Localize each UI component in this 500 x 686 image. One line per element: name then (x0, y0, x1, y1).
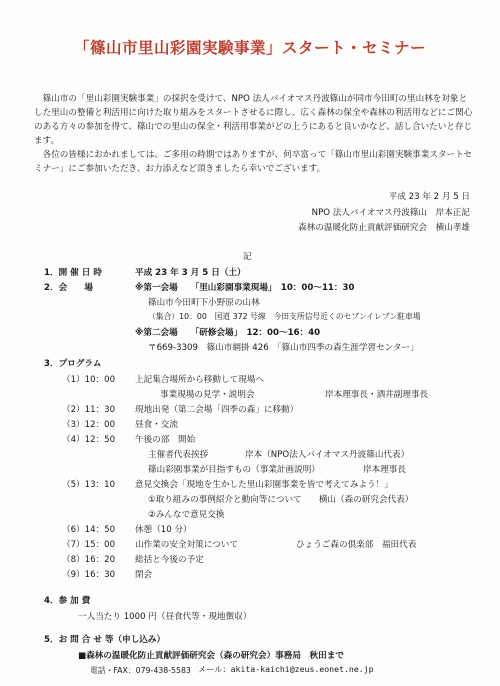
contact-email[interactable]: メール：akita-kaichi@zeus.eonet.ne.jp (198, 664, 374, 674)
section-1-value: 平成 23 年 3 月 5 日（土） (135, 268, 246, 278)
program-who: 岸本理事長・酒井副理事長 (325, 390, 429, 400)
venue-2-name: ※第二会場 「研修会場」 12：00～16：40 (135, 328, 321, 338)
contact-organization: ■森林の温暖化防止貢献評価研究会（森の研究会）事務局 秋田まで (78, 651, 344, 661)
program-no: （3）12：00 (62, 420, 116, 430)
intro-paragraph-1: 篠山市の「里山彩園実験事業」の採択を受けて、NPO 法人バイオマス丹波篠山が同市今田町の里山林を対象とした里山の整備と利活用に向けた取り組みをスタートさせるに際し、広く森林の保全や森林の利活用などにご関心のある方々の参加を得て、篠山での里山の保全・利活用事業がどの上うにあると良いかなど、話し合いたいと存じます。 (34, 94, 473, 146)
program-no: （4）12：50 (62, 435, 116, 445)
sender-2: 森林の温暖化防止貢献評価研究会 横山孝雄 (298, 223, 470, 233)
program-no: （8）16：20 (62, 555, 116, 565)
program-no: （6）14：50 (62, 525, 116, 535)
program-text: ②みんなで意見交換 (148, 510, 225, 520)
program-text: ①取り組みの事例紹介と動向等について 横山（森の研究会代表） (148, 495, 414, 505)
program-who: ひょうご森の倶楽部 福田代表 (296, 540, 417, 550)
program-text: 現地出発（第二会場「四季の森」に移動） (135, 405, 299, 415)
program-text: 主催者代表挨拶 (148, 450, 209, 460)
program-text: 上記集合場所から移動して現場へ (135, 375, 264, 385)
program-text: 意見交換会「現地を生かした里山彩園事業を皆で考えてみよう！」 (135, 480, 393, 490)
intro-paragraph-2: 各位の皆様におかれましては、ご多用の時期ではありますが、何卒富って「篠山市里山彩園実験事業スタートセミナー」にご参加いただき、お力添えなど頂きましたら幸いでございます。 (34, 150, 473, 174)
program-no: （7）15：00 (62, 540, 116, 550)
program-no: （2）11：30 (62, 405, 116, 415)
section-1-label: 1．開 催 日 時 (44, 268, 102, 278)
program-text: 昼食・交流 (135, 420, 178, 430)
program-text: 休憩（10 分） (135, 525, 192, 535)
venue-2-address: 〒669-3309 篠山市網掛 426 「篠山市四季の森生涯学習センター」 (148, 343, 419, 353)
document-title: 「篠山市里山彩園実験事業」スタート・セミナー (73, 39, 426, 57)
program-text: 事業現場の見学・説明会 (160, 390, 255, 400)
program-text: 総括と今後の予定 (135, 555, 204, 565)
issue-date: 平成 23 年 2 月 5 日 (388, 192, 470, 202)
venue-1-note: （集合）10：00 国道 372 号線 今田支所信号近くのセブンイレブン駐車場 (148, 312, 421, 321)
program-text: 閉会 (135, 570, 153, 580)
contact-tel: 電話・FAX：079-438-5583 (90, 666, 191, 675)
section-4-value: 一人当たり 1000 円（昼食代等・現地徴収） (78, 612, 252, 622)
section-3-label: 3．プログラム (44, 359, 102, 369)
section-2-label: 2．会 場 (44, 283, 93, 293)
section-5-label: 5．お 問 合 せ 等（申し込み） (44, 635, 166, 645)
program-no: （5）13：10 (62, 480, 116, 490)
program-who: 岸本（NPO法人バイオマス丹波篠山代表） (245, 450, 410, 460)
venue-1-name: ※第一会場 「里山彩園事業現場」 10：00～11：30 (135, 283, 355, 293)
program-text: 篠山彩園事業が目指すもの（事業計画説明） (148, 465, 320, 475)
program-text: 午後の部 開始 (135, 435, 196, 445)
program-text: 山作業の安全対策について (135, 540, 238, 550)
program-who: 岸本理事長 (363, 465, 406, 475)
program-no: （9）16：30 (62, 570, 116, 580)
ki-heading: 記 (243, 252, 252, 262)
sender-1: NPO 法人バイオマス丹波篠山 岸本正記 (311, 208, 470, 218)
program-no: （1）10：00 (62, 375, 116, 385)
venue-1-address: 篠山市今田町下小野原の山林 (148, 298, 260, 308)
section-4-label: 4．参 加 費 (44, 596, 91, 606)
